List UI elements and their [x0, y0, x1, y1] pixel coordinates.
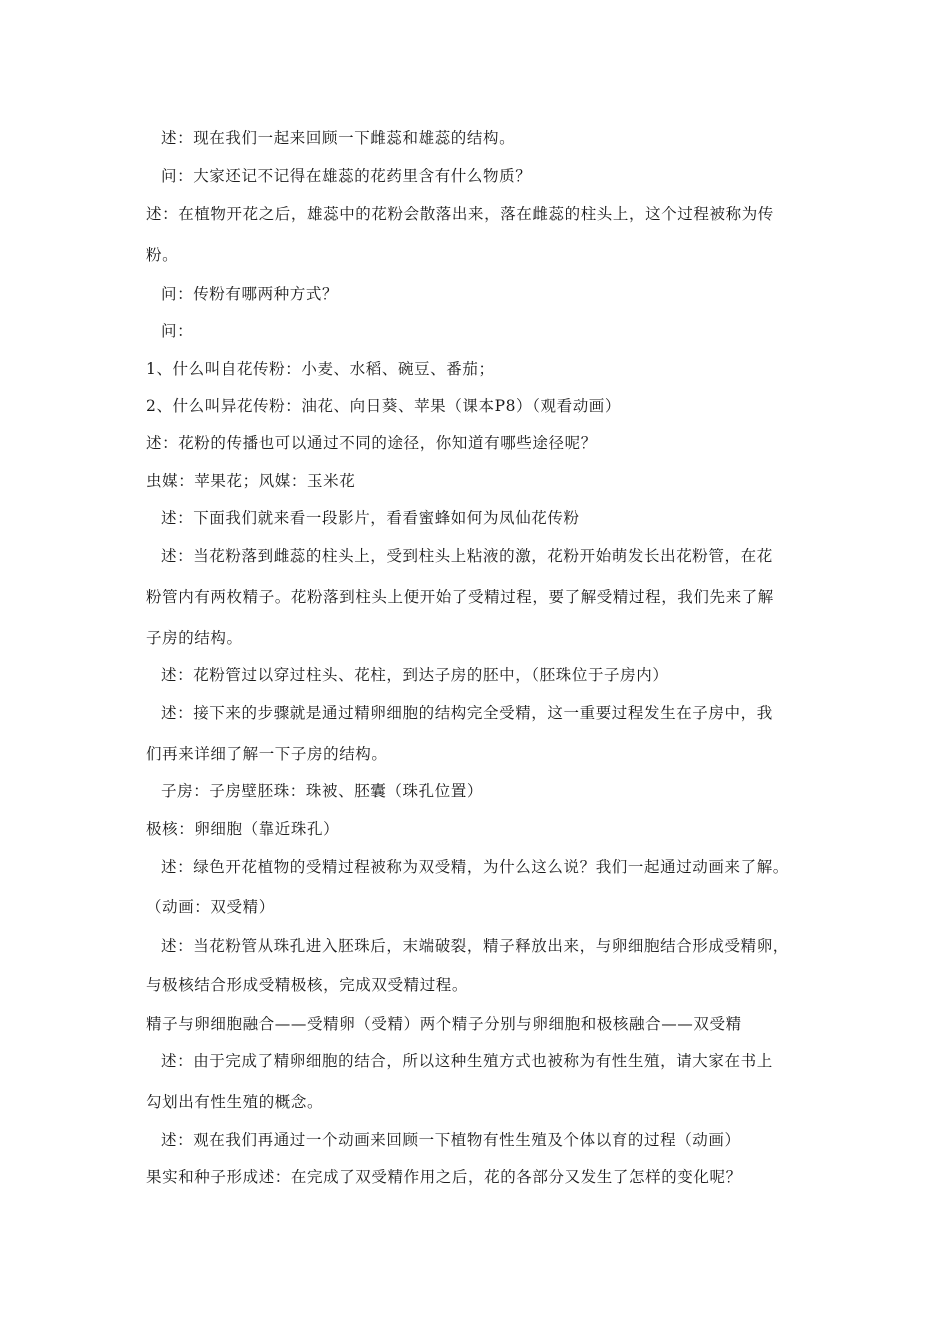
- text-line: 述：当花粉管从珠孔进入胚珠后，末端破裂，精子释放出来，与卵细胞结合形成受精卵，: [161, 937, 789, 955]
- text-line: 述：现在我们一起来回顾一下雌蕊和雄蕊的结构。: [161, 129, 516, 147]
- text-line: 问：传粉有哪两种方式？: [161, 285, 339, 303]
- text-line: 子房：子房壁胚珠：珠被、胚囊（珠孔位置）: [161, 782, 484, 800]
- text-line: 问：: [161, 322, 194, 340]
- text-line: 述：由于完成了精卵细胞的结合，所以这种生殖方式也被称为有性生殖，请大家在书上: [161, 1052, 773, 1070]
- text-line: 问：大家还记不记得在雄蕊的花药里含有什么物质？: [161, 167, 532, 185]
- text-line: 粉。: [146, 246, 179, 264]
- text-line: 述：在植物开花之后，雄蕊中的花粉会散落出来，落在雌蕊的柱头上，这个过程被称为传: [146, 205, 774, 223]
- text-line: （动画：双受精）: [146, 898, 275, 916]
- text-line: 虫媒：苹果花；风媒：玉米花: [146, 472, 356, 490]
- text-line: 述：观在我们再通过一个动画来回顾一下植物有性生殖及个体以育的过程（动画）: [161, 1131, 741, 1149]
- text-line: 1、什么叫自花传粉：小麦、水稻、碗豆、番茄；: [146, 360, 495, 378]
- text-line: 果实和种子形成述：在完成了双受精作用之后，花的各部分又发生了怎样的变化呢？: [146, 1168, 742, 1186]
- text-line: 精子与卵细胞融合——受精卵（受精）两个精子分别与卵细胞和极核融合——双受精: [146, 1015, 742, 1033]
- text-line: 们再来详细了解一下子房的结构。: [146, 745, 388, 763]
- text-line: 述：花粉管过以穿过柱头、花柱，到达子房的胚中，（胚珠位于子房内）: [161, 666, 669, 684]
- text-line: 子房的结构。: [146, 629, 243, 647]
- text-line: 述：花粉的传播也可以通过不同的途径，你知道有哪些途径呢？: [146, 434, 597, 452]
- text-line: 述：绿色开花植物的受精过程被称为双受精，为什么这么说？我们一起通过动画来了解。: [161, 858, 789, 876]
- text-line: 勾划出有性生殖的概念。: [146, 1093, 324, 1111]
- text-line: 述：下面我们就来看一段影片，看看蜜蜂如何为凤仙花传粉: [161, 509, 580, 527]
- text-line: 述：当花粉落到雌蕊的柱头上，受到柱头上粘液的激，花粉开始萌发长出花粉管，在花: [161, 547, 773, 565]
- text-line: 与极核结合形成受精极核，完成双受精过程。: [146, 976, 469, 994]
- text-line: 极核：卵细胞（靠近珠孔）: [146, 820, 340, 838]
- text-line: 2、什么叫异花传粉：油花、向日葵、苹果（课本P8）（观看动画）: [146, 397, 622, 415]
- text-line: 粉管内有两枚精子。花粉落到柱头上便开始了受精过程，要了解受精过程，我们先来了解: [146, 588, 774, 606]
- text-line: 述：接下来的步骤就是通过精卵细胞的结构完全受精，这一重要过程发生在子房中，我: [161, 704, 773, 722]
